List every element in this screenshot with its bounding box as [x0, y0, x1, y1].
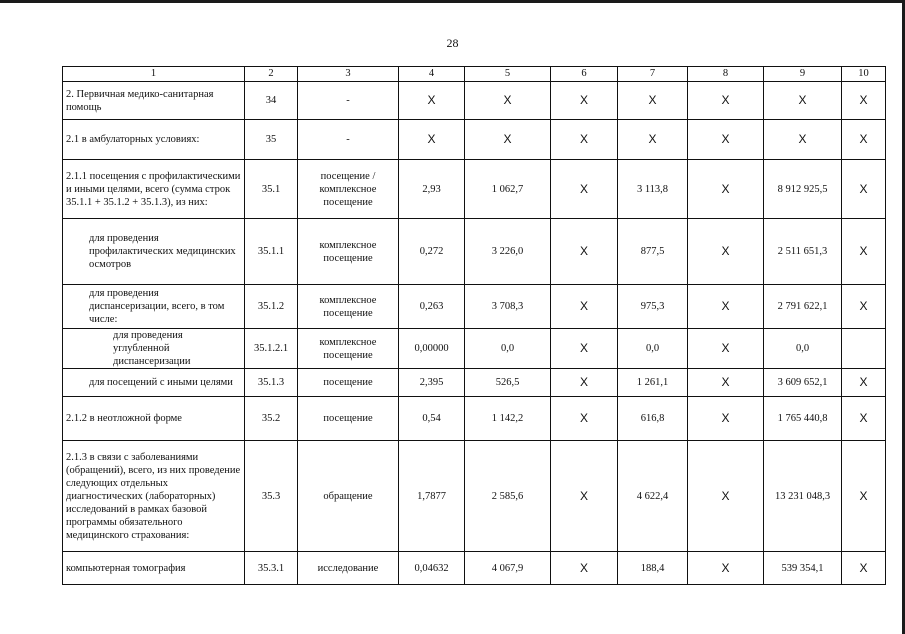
table-cell: -: [298, 82, 399, 120]
table-cell: X: [551, 397, 618, 441]
table-cell: комплексное посещение: [298, 219, 399, 285]
table-cell: X: [842, 82, 886, 120]
table-cell: 0,04632: [399, 552, 465, 585]
table-cell: 35.1.2.1: [245, 329, 298, 369]
table-header-row: [63, 67, 886, 82]
table-cell: 877,5: [618, 219, 688, 285]
table-cell: X: [551, 82, 618, 120]
table-cell: 1 062,7: [465, 160, 551, 219]
table-cell: 3 708,3: [465, 285, 551, 329]
table-cell: 0,00000: [399, 329, 465, 369]
table-cell: X: [688, 219, 764, 285]
table-cell: 1,7877: [399, 441, 465, 552]
table-cell: комплексное посещение: [298, 285, 399, 329]
table-cell: X: [764, 120, 842, 160]
table-cell: X: [688, 397, 764, 441]
page-top-border: [0, 0, 905, 3]
table-cell: X: [842, 552, 886, 585]
table-cell: [842, 329, 886, 369]
table-cell: X: [465, 120, 551, 160]
table-row: [63, 160, 886, 219]
table-cell: X: [551, 552, 618, 585]
table-cell: посещение: [298, 397, 399, 441]
table-cell: 3 113,8: [618, 160, 688, 219]
table-cell: X: [399, 82, 465, 120]
table-cell: 35: [245, 120, 298, 160]
table-cell: X: [399, 120, 465, 160]
table-cell: 1 765 440,8: [764, 397, 842, 441]
table-row: [63, 552, 886, 585]
table-cell: X: [618, 120, 688, 160]
table-cell: X: [688, 82, 764, 120]
table-cell: 0,0: [465, 329, 551, 369]
column-header: 6: [551, 67, 618, 82]
page-number: 28: [446, 36, 459, 50]
column-header: 4: [399, 67, 465, 82]
table-cell: 35.1.3: [245, 369, 298, 397]
table-cell: X: [551, 120, 618, 160]
row-name-cell: 2.1.2 в неотложной форме: [63, 397, 245, 441]
table-cell: X: [842, 285, 886, 329]
table-cell: 35.3: [245, 441, 298, 552]
table-cell: -: [298, 120, 399, 160]
table-cell: 1 261,1: [618, 369, 688, 397]
table-cell: 188,4: [618, 552, 688, 585]
column-header: 10: [842, 67, 886, 82]
table-cell: посещение: [298, 369, 399, 397]
table-row: [63, 329, 886, 369]
table-cell: X: [842, 219, 886, 285]
table-cell: 4 067,9: [465, 552, 551, 585]
table-cell: X: [842, 160, 886, 219]
table-cell: X: [551, 369, 618, 397]
row-name-cell: 2.1 в амбулаторных условиях:: [63, 120, 245, 160]
table-cell: исследование: [298, 552, 399, 585]
row-name-cell: 2. Первичная медико-санитарная помощь: [63, 82, 245, 120]
table-cell: 35.1.1: [245, 219, 298, 285]
table-cell: 35.1: [245, 160, 298, 219]
table-cell: 1 142,2: [465, 397, 551, 441]
table-cell: X: [688, 329, 764, 369]
table-cell: 4 622,4: [618, 441, 688, 552]
table-cell: X: [842, 369, 886, 397]
table-cell: 0,0: [764, 329, 842, 369]
table-cell: комплексное посещение: [298, 329, 399, 369]
table-row: [63, 397, 886, 441]
column-header: 3: [298, 67, 399, 82]
table-cell: 35.1.2: [245, 285, 298, 329]
row-name-cell: для проведения диспансеризации, всего, в том числе:: [63, 285, 245, 329]
table-cell: 0,0: [618, 329, 688, 369]
column-header: 9: [764, 67, 842, 82]
column-header: 8: [688, 67, 764, 82]
row-name-cell: для проведения профилактических медицинских осмотров: [63, 219, 245, 285]
table-cell: X: [551, 160, 618, 219]
table-row: [63, 369, 886, 397]
table-cell: X: [688, 552, 764, 585]
table-cell: 35.3.1: [245, 552, 298, 585]
table-cell: 8 912 925,5: [764, 160, 842, 219]
column-header: 1: [63, 67, 245, 82]
table-cell: 3 609 652,1: [764, 369, 842, 397]
table-cell: 3 226,0: [465, 219, 551, 285]
table-cell: 0,263: [399, 285, 465, 329]
column-header: 7: [618, 67, 688, 82]
table-cell: 616,8: [618, 397, 688, 441]
table-cell: X: [551, 285, 618, 329]
table-cell: X: [842, 397, 886, 441]
table-cell: 526,5: [465, 369, 551, 397]
table-cell: X: [688, 120, 764, 160]
table-row: [63, 441, 886, 552]
table-cell: X: [842, 441, 886, 552]
row-name-cell: для посещений с иными целями: [63, 369, 245, 397]
table-cell: 34: [245, 82, 298, 120]
table-cell: X: [688, 441, 764, 552]
table-cell: X: [764, 82, 842, 120]
table-cell: 539 354,1: [764, 552, 842, 585]
table-row: [63, 285, 886, 329]
table-cell: 0,54: [399, 397, 465, 441]
table-cell: X: [688, 369, 764, 397]
row-name-cell: 2.1.3 в связи с заболеваниями (обращений), всего, из них проведение следующих отдельных диагностических (лабораторных) исследований в рамках базовой программы обязательного медицинского страхования:: [63, 441, 245, 552]
table-body: [63, 67, 886, 585]
column-header: 5: [465, 67, 551, 82]
table-cell: X: [551, 329, 618, 369]
table-cell: 2 511 651,3: [764, 219, 842, 285]
table-row: [63, 219, 886, 285]
table-cell: обращение: [298, 441, 399, 552]
table-cell: посещение / комплексное посещение: [298, 160, 399, 219]
table-cell: X: [618, 82, 688, 120]
row-name-cell: 2.1.1 посещения с профилактическими и иными целями, всего (сумма строк 35.1.1 + 35.1.2 + 35.1.3), из них:: [63, 160, 245, 219]
table-cell: 0,272: [399, 219, 465, 285]
row-name-cell: для проведения углубленной диспансеризации: [63, 329, 245, 369]
column-header: 2: [245, 67, 298, 82]
row-name-cell: компьютерная томография: [63, 552, 245, 585]
table-cell: 35.2: [245, 397, 298, 441]
table-cell: X: [842, 120, 886, 160]
table-row: [63, 82, 886, 120]
table-cell: 13 231 048,3: [764, 441, 842, 552]
table-cell: 2 791 622,1: [764, 285, 842, 329]
table-cell: 2,395: [399, 369, 465, 397]
table-cell: X: [688, 285, 764, 329]
table-row: [63, 120, 886, 160]
data-table: [62, 66, 886, 585]
table-cell: X: [551, 219, 618, 285]
table-cell: X: [465, 82, 551, 120]
table-cell: X: [688, 160, 764, 219]
table-cell: 2,93: [399, 160, 465, 219]
table-cell: 2 585,6: [465, 441, 551, 552]
table-cell: 975,3: [618, 285, 688, 329]
table-cell: X: [551, 441, 618, 552]
